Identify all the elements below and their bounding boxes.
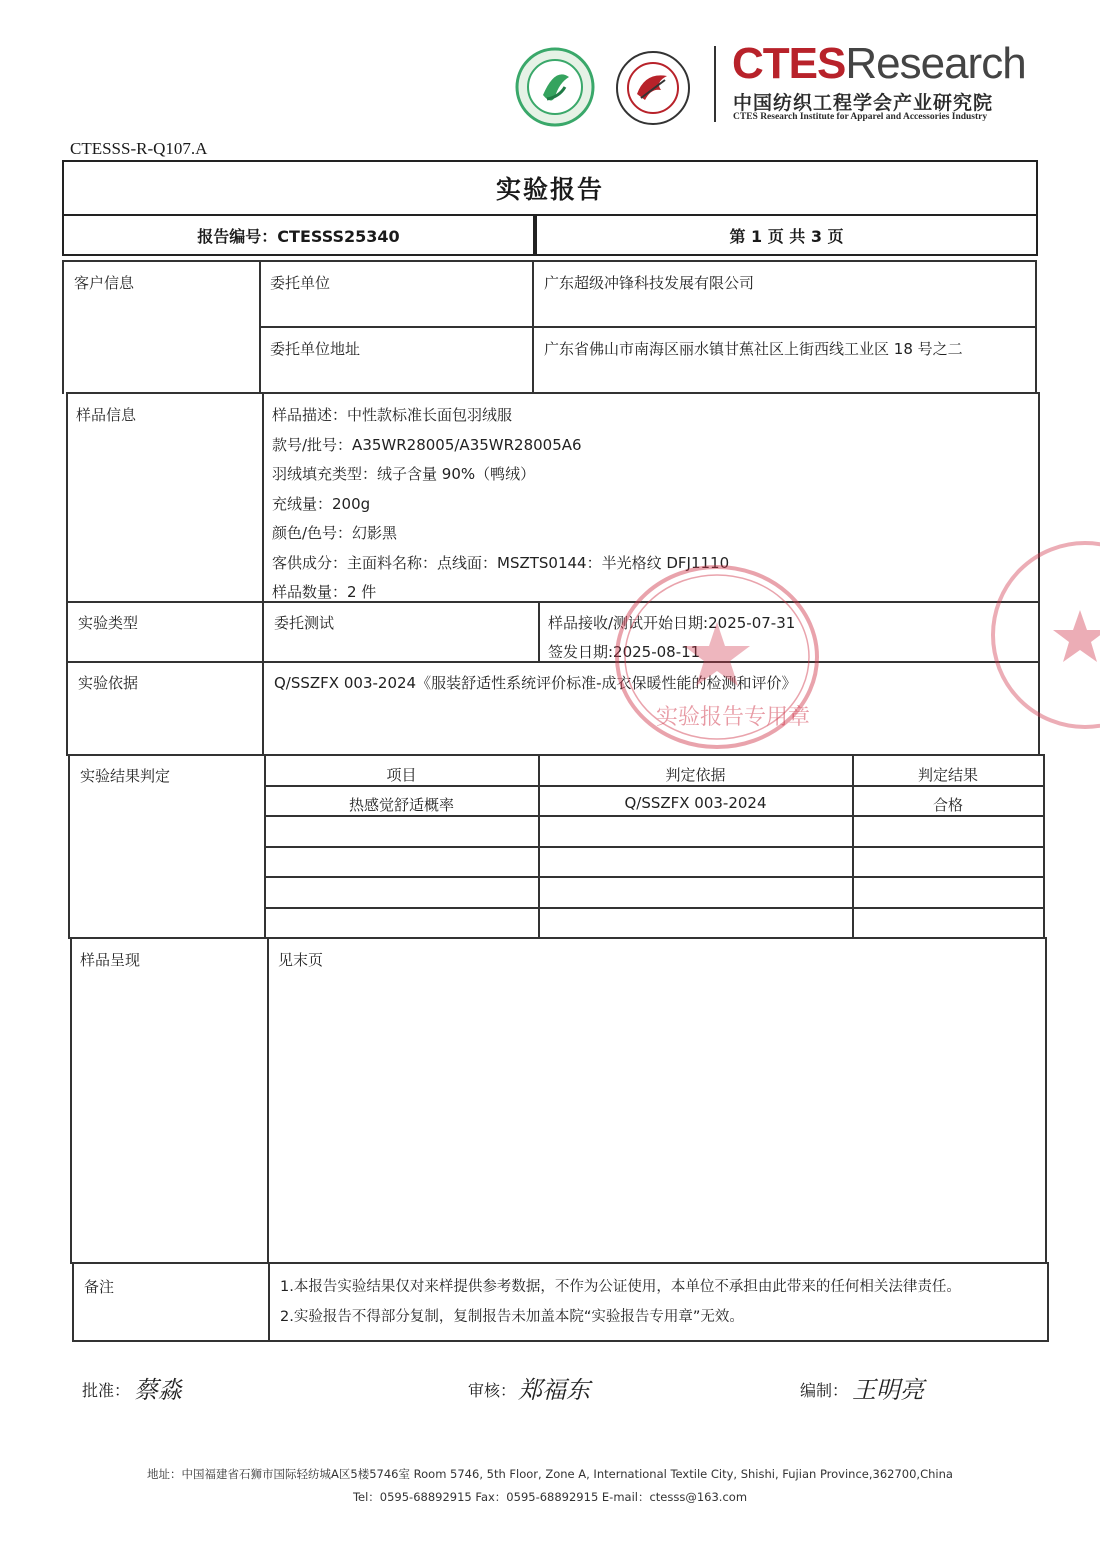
basis-value: Q/SSZFX 003-2024《服装舒适性系统评价标准-成衣保暖性能的检测和评价》: [274, 674, 797, 692]
sample-quantity: 样品数量：2 件: [272, 583, 377, 601]
sample-description: 样品描述：中性款标准长面包羽绒服: [272, 406, 513, 424]
entrust-unit-value: 广东超级冲锋科技发展有限公司: [544, 274, 755, 292]
result-basis: Q/SSZFX 003-2024: [624, 794, 767, 812]
result-item: 热感觉舒适概率: [348, 796, 454, 814]
remarks-label: 备注: [84, 1278, 115, 1296]
results-header-item: 项目: [386, 766, 417, 784]
review-label: 审核：: [468, 1381, 517, 1400]
footer-address: 地址：中国福建省石狮市国际轻纺城A区5楼5746室 Room 5746, 5th Floor, Zone A, International Textile City, Shishi, Fujian Province,362700,China: [147, 1467, 953, 1481]
report-number: 报告编号：CTESSS25340: [62, 214, 535, 256]
form-code: CTESSS-R-Q107.A: [70, 139, 208, 158]
sample-color: 颜色/色号：幻影黑: [272, 524, 398, 542]
association-logo-icon: [515, 47, 595, 127]
client-section-label: 客户信息: [74, 274, 135, 292]
brand-english-name: CTES Research Institute for Apparel and Accessories Industry: [733, 112, 988, 122]
presentation-label: 样品呈现: [80, 951, 141, 969]
brand-logo: CTESResearch: [732, 39, 1026, 88]
entrust-unit-label: 委托单位: [270, 274, 331, 292]
receive-date: 样品接收/测试开始日期:2025-07-31: [548, 614, 796, 632]
remark-line-2: 2.实验报告不得部分复制，复制报告未加盖本院“实验报告专用章”无效。: [280, 1309, 744, 1325]
issue-date: 签发日期:2025-08-11: [548, 643, 701, 661]
address-value: 广东省佛山市南海区丽水镇甘蕉社区上街西线工业区 18 号之二: [544, 340, 963, 358]
results-label: 实验结果判定: [80, 767, 171, 785]
test-type-value: 委托测试: [274, 614, 335, 632]
sample-composition: 客供成分：主面料名称：点线面：MSZTS0144：半光格纹 DFJ1110: [272, 554, 730, 572]
compile-signature: 王明亮: [852, 1376, 924, 1404]
result-verdict: 合格: [932, 796, 963, 814]
address-label: 委托单位地址: [270, 340, 361, 358]
ctes-seal-icon: [615, 50, 691, 126]
remark-line-1: 1.本报告实验结果仅对来样提供参考数据，不作为公证使用，本单位不承担由此带来的任何相关法律责任。: [280, 1279, 961, 1295]
footer-contact: Tel：0595-68892915 Fax：0595-68892915 E-mail：ctesss@163.com: [352, 1490, 748, 1504]
page-info: 第 1 页 共 3 页: [535, 214, 1038, 256]
sample-fill-type: 羽绒填充类型：绒子含量 90%（鸭绒）: [272, 465, 536, 483]
sample-style-number: 款号/批号：A35WR28005/A35WR28005A6: [272, 436, 582, 454]
lab-stamp-text: 实验报告专用章: [656, 705, 811, 730]
company-stamp: [985, 535, 1100, 735]
results-header-result: 判定结果: [917, 766, 978, 784]
presentation-value: 见末页: [278, 951, 324, 969]
header-divider: [714, 46, 716, 122]
sample-fill-weight: 充绒量：200g: [272, 495, 371, 513]
report-title: 实验报告: [62, 160, 1038, 216]
approve-label: 批准：: [82, 1381, 131, 1400]
results-header-basis: 判定依据: [665, 766, 726, 784]
brand-chinese-name: 中国纺织工程学会产业研究院: [733, 92, 994, 114]
sample-section-label: 样品信息: [76, 406, 137, 424]
basis-label: 实验依据: [78, 674, 139, 692]
approve-signature: 蔡淼: [134, 1376, 182, 1404]
test-type-label: 实验类型: [78, 614, 139, 632]
review-signature: 郑福东: [518, 1376, 590, 1404]
compile-label: 编制：: [800, 1381, 849, 1400]
